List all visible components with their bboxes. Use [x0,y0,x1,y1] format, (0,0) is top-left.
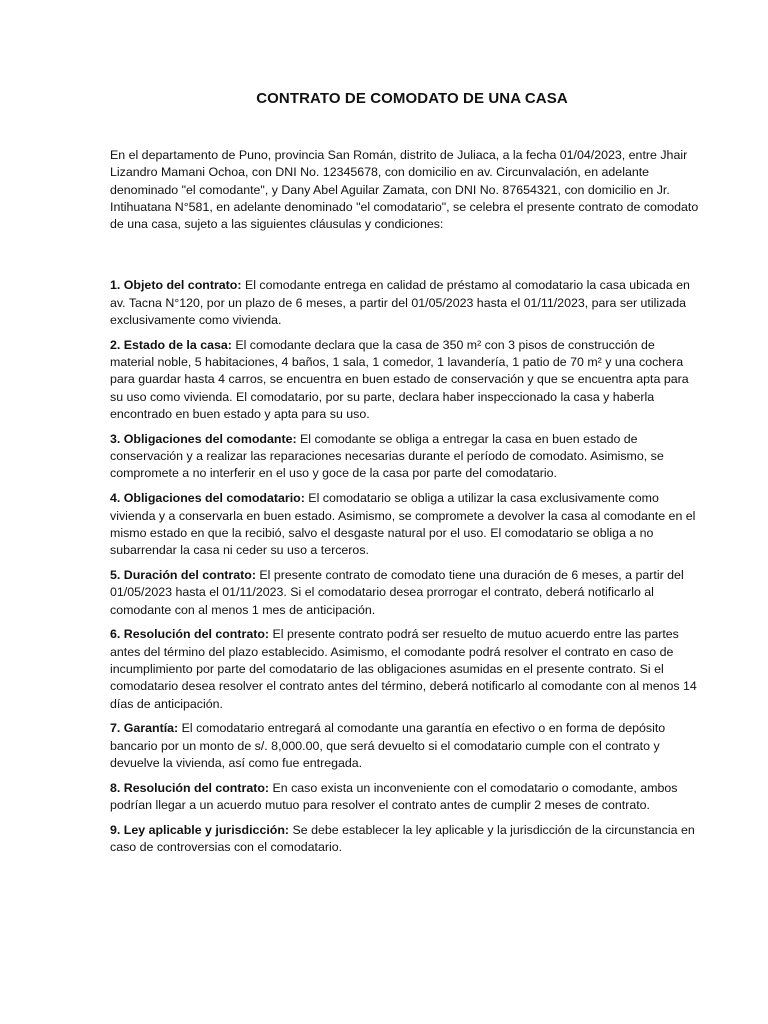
clause-text: El comodatario se obliga a utilizar la casa exclusivamente como vivienda y a conservarla en buen estado. Asimismo, se compromete a devolver la casa al comodante en el mismo estado en que la recibió, salvo el desgaste natural por el uso. El comodatario se obliga a no subarrendar la casa ni ceder su uso a terceros. [110,491,696,558]
clause-title: 9. Ley aplicable y jurisdicción: [110,822,290,837]
clause-title: 6. Resolución del contrato: [110,627,270,642]
clause-text: El comodante entrega en calidad de préstamo al comodatario la casa ubicada en av. Tacna N°120, por un plazo de 6 meses, a partir del 01/05/2023 hasta el 01/11/2023, para ser utilizada exclusivamente como vivienda. [110,278,690,328]
clause-title: 1. Objeto del contrato: [110,278,242,293]
clause-paragraph [110,567,700,619]
clause-text: El presente contrato podrá ser resuelto de mutuo acuerdo entre las partes antes del término del plazo establecido. Asimismo, el comodante podrá resolver el contrato en caso de incumplimiento por parte del comodatario de las obligaciones asumidas en el presente contrato. Si el comodatario desea resolver el contrato antes del término, deberá notificarlo al comodante con al menos 14 días de anticipación. [110,627,697,711]
clause-paragraph [110,626,700,712]
clause-text: El comodante se obliga a entregar la casa en buen estado de conservación y a realizar las reparaciones necesarias durante el período de comodato. Asimismo, se compromete a no interferir en el uso y goce de la casa por parte del comodatario. [110,431,664,481]
clause-title: 7. Garantía: [110,721,179,736]
clause-title: 3. Obligaciones del comodante: [110,431,297,446]
clause-paragraph [110,490,700,559]
clause-text: En caso exista un inconveniente con el comodatario o comodante, ambos podrían llegar a un acuerdo mutuo para resolver el contrato antes de cumplir 2 meses de contrato. [110,780,678,812]
clause-paragraph [110,822,700,857]
clause-paragraph [110,337,700,423]
clause-title: 8. Resolución del contrato: [110,780,270,795]
clause-text: El presente contrato de comodato tiene una duración de 6 meses, a partir del 01/05/2023 hasta el 01/11/2023. Si el comodatario desea prorrogar el contrato, deberá notificarlo al comodante con al menos 1 mes de anticipación. [110,567,684,617]
clause-text: El comodatario entregará al comodante una garantía en efectivo o en forma de depósito bancario por un monto de s/. 8,000.00, que será devuelto si el comodatario cumple con el contrato y devuelve la vivienda, así como fue entregada. [110,721,666,770]
clause-title: 4. Obligaciones del comodatario: [110,491,305,506]
clause-paragraph [110,431,700,483]
clause-paragraph [110,277,700,329]
clause-text: Se debe establecer la ley aplicable y la jurisdicción de la circunstancia en caso de controversias con el comodatario. [110,822,695,855]
document-title: CONTRATO DE COMODATO DE UNA CASA [256,90,568,107]
clause-text: El comodante declara que la casa de 350 m² con 3 pisos de construcción de material noble, 5 habitaciones, 4 baños, 1 sala, 1 comedor, 1 lavandería, 1 patio de 70 m² y una cochera para guardar hasta 4 carros, se encuentra en buen estado de conservación y que se encuentra apta para su uso como vivienda. El comodatario, por su parte, declara haber inspeccionado la casa y haberla encontrado en buen estado y apta para su uso. [110,337,689,422]
document-body [110,147,700,864]
intro-paragraph: En el departamento de Puno, provincia San Román, distrito de Juliaca, a la fecha 01/04/2023, entre Jhair Lizandro Mamani Ochoa, con DNI No. 12345678, con domicilio en av. Circunvalación, en adelante denominado "el comodante", y Dany Abel Aguilar Zamata, con DNI No. 87654321, con domicilio en Jr. Intihuatana N°581, en adelante denominado "el comodatario", se celebra el presente contrato de comodato de una casa, sujeto a las siguientes cláusulas y condiciones: [110,148,699,232]
clause-title: 5. Duración del contrato: [110,567,256,582]
clause-title: 2. Estado de la casa: [110,337,232,352]
clause-paragraph [110,720,700,772]
clause-paragraph [110,780,700,815]
